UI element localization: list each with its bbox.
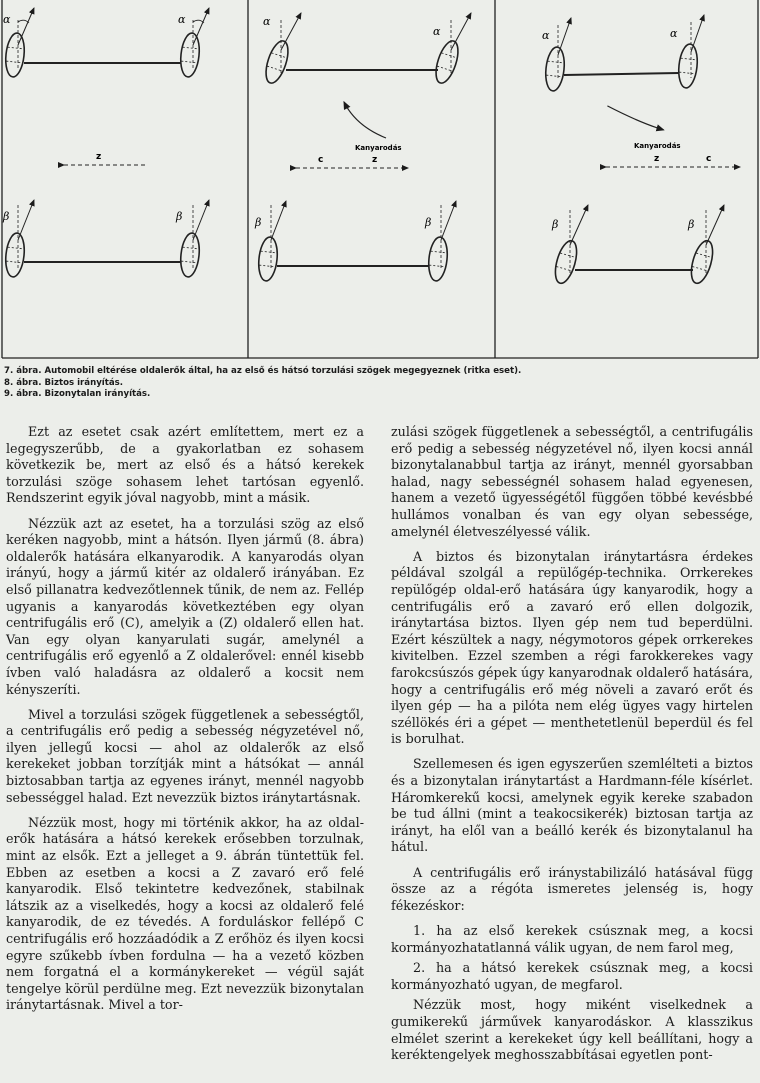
c-label: c bbox=[706, 154, 712, 164]
alpha-label: α bbox=[542, 29, 550, 42]
beta-label: β bbox=[176, 210, 183, 223]
velocity-arrow bbox=[570, 205, 588, 245]
figure-9 bbox=[542, 15, 740, 286]
wheel bbox=[544, 46, 567, 92]
wheel bbox=[677, 43, 700, 89]
alpha-label: α bbox=[433, 25, 441, 38]
velocity-arrow bbox=[706, 205, 724, 245]
list-item: 1. ha az első kerekek csúsznak meg, a kocsi kormányozhatatlanná válik ugyan, de nem farol meg, bbox=[391, 923, 753, 955]
paragraph: Nézzük azt az esetet, ha a torzulási szög az első keréken nagyobb, mint a hátsón. Ilyen jármű (8. ábra) oldalerők hatására elkanyarodik. A kanyarodás olyan irányú, hogy a jármű kitér az oldalerő irányában. Ez első pillanatra kedvezőtlennek tűnik, de nem az. Fellép ugyanis a kanyarodás következtében egy olyan centrifugális erő (C), amelyik a (Z) oldalerő ellen hat. Van egy olyan kanyarulati sugár, amelynél a centrifugális erő egyenlő a Z oldalerővel: ennél kisebb ívben való haladásra az oldalerő a kocsit nem kényszeríti. bbox=[6, 515, 364, 697]
z-label: z bbox=[96, 152, 102, 162]
caption-figure-8: 8. ábra. Biztos irányítás. bbox=[4, 377, 124, 388]
paragraph: Ezt az esetet csak azért említettem, mert ez a legegyszerűbb, de a gyakorlatban ez sohasem következik be, mert az első és a hátsó kerekek torzulási szöge sohasem lehet tartósan egyenlő. Rendszerint egyik jóval nagyobb, mint a másik. bbox=[6, 424, 364, 506]
paragraph: A biztos és bizonytalan iránytartásra érdekes példával szolgál a repülőgép-technika. Orrkerekes repülőgép oldal-erő hatására úgy kanyarodik, hogy a centrifugális erő a zavaró erő ellen dolgozik, iránytartása biztos. Ilyen gép nem tud beperdülni. Ezért készültek a nagy, négymotoros gépek orrkerekes kivitelben. Ezzel szemben a régi farokkerekes vagy farokcsúszós gépek úgy kanyarodnak oldalerő hatására, hogy a centrifugális erő még növeli a zavaró erőt és ilyen gép — ha a pilóta nem elég ügyes vagy hirtelen széllökés éri a gépet — menthetetlenül beperdül és fel is borulhat. bbox=[391, 548, 753, 747]
alpha-label: α bbox=[263, 15, 271, 28]
figure-7 bbox=[2, 8, 209, 278]
turn-direction-arrow bbox=[344, 102, 386, 138]
beta-label: β bbox=[688, 218, 695, 231]
velocity-arrow bbox=[193, 200, 209, 240]
velocity-arrow bbox=[451, 13, 471, 50]
list-item: 2. ha a hátsó kerekek csúsznak meg, a kocsi kormányozható ugyan, de megfarol. bbox=[391, 960, 753, 992]
paragraph: zulási szögek függetlenek a sebességtől, a centrifugális erő pedig a sebesség négyzetével nő, ilyen kocsi annál bizonytalanabbul tartja az irányt, mennél gyorsabban halad, nagy sebességnél sohasem halad egyenesen, hanem a vezető ügyességétől függően többé kevésbbé hullámos vonalban és van egy olyan sebessége, amelynél életveszélyessé válik. bbox=[391, 424, 753, 539]
wheel bbox=[4, 232, 27, 278]
paragraph: Nézzük most, hogy miként viselkednek a gumikerekű járművek kanyarodáskor. A klasszikus elmélet szerint a kerekeket úgy kell beállítani, hogy a keréktengelyek meghosszabbításai egyetlen pont- bbox=[391, 997, 753, 1063]
z-label: z bbox=[372, 155, 378, 165]
wheel bbox=[551, 238, 580, 285]
wheel bbox=[179, 232, 202, 278]
axle bbox=[564, 73, 679, 75]
z-label: z bbox=[654, 154, 660, 164]
paragraph: Szellemesen és igen egyszerűen szemlélteti a biztos és a bizonytalan iránytartást a Hardmann-féle kísérlet. Háromkerekű kocsi, amelynek egyik kereke szabadon be tud állni (mint a teakocsikerék) biztosan tartja az irányt, ha elől van a beálló kerék és bizonytalanul ha hátul. bbox=[391, 756, 753, 855]
wheel bbox=[432, 38, 463, 85]
beta-label: β bbox=[255, 216, 262, 229]
figures-area bbox=[0, 0, 760, 360]
paragraph: Mivel a torzulási szögek függetlenek a sebességtől, a centrifugális erő pedig a sebesség négyzetével nő, ilyen jellegű kocsi — ahol az oldalerők az első kerekeket jobban torzítják mint a hátsókat — annál biztosabban tartja az egyenes irányt, mennél nagyobb sebességgel halad. Ezt nevezzük biztos iránytartásnak. bbox=[6, 706, 364, 805]
alpha-label: α bbox=[3, 13, 11, 26]
caption-figure-7: 7. ábra. Automobil eltérése oldalerők által, ha az első és hátsó torzulási szögek megegyeznek (ritka eset). bbox=[4, 366, 522, 376]
wheel bbox=[427, 236, 450, 282]
turn-direction-arrow bbox=[605, 106, 666, 130]
kanyarodas-label: Kanyarodás bbox=[355, 144, 402, 152]
velocity-arrow bbox=[691, 15, 704, 52]
wheel bbox=[687, 238, 716, 285]
beta-label: β bbox=[552, 218, 559, 231]
paragraph: Nézzük most, hogy mi történik akkor, ha az oldal-erők hatására a hátsó kerekek erősebben torzulnak, mint az elsők. Ezt a jelleget a 9. ábrán tüntettük fel. Ebben az esetben a kocsi a Z zavaró erő felé kanyarodik. Első tekintetre kedvezőnek, stabilnak látszik az a viselkedés, hogy a kocsi az oldalerő felé kanyarodik, de ez tévedés. A forduláskor fellépő C centrifugális erő hozzáadódik a Z erőhöz és ilyen kocsi egyre szűkebb ívben fordulna — ha a vezető közben nem forgatná el a kormánykereket — végül saját tengelye körül perdülne meg. Ezt nevezzük bizonytalan iránytartásnak. Mivel a tor- bbox=[6, 814, 364, 1013]
wheel bbox=[179, 32, 202, 78]
alpha-label: α bbox=[670, 27, 678, 40]
velocity-arrow bbox=[441, 201, 456, 240]
beta-label: β bbox=[3, 210, 10, 223]
velocity-arrow bbox=[558, 18, 571, 55]
left-column bbox=[6, 424, 364, 1023]
caption-figure-9: 9. ábra. Bizonytalan irányítás. bbox=[4, 389, 151, 400]
wheel bbox=[257, 236, 280, 282]
beta-label: β bbox=[425, 216, 432, 229]
wheel bbox=[262, 38, 293, 85]
alpha-label: α bbox=[178, 13, 186, 26]
wheel bbox=[4, 32, 27, 78]
figure-8 bbox=[254, 13, 471, 282]
velocity-arrow bbox=[18, 8, 34, 45]
figure-frames bbox=[2, 0, 758, 358]
velocity-arrow bbox=[281, 13, 301, 50]
velocity-arrow bbox=[18, 200, 34, 240]
kanyarodas-label: Kanyarodás bbox=[634, 142, 681, 150]
paragraph: A centrifugális erő iránystabilizáló hatásával függ össze az a régóta ismeretes jelenség is, hogy fékezéskor: bbox=[391, 864, 753, 913]
velocity-arrow bbox=[271, 201, 286, 240]
right-column bbox=[391, 424, 753, 1072]
c-label: c bbox=[318, 155, 324, 165]
velocity-arrow bbox=[193, 8, 209, 45]
figure-captions bbox=[4, 366, 704, 401]
